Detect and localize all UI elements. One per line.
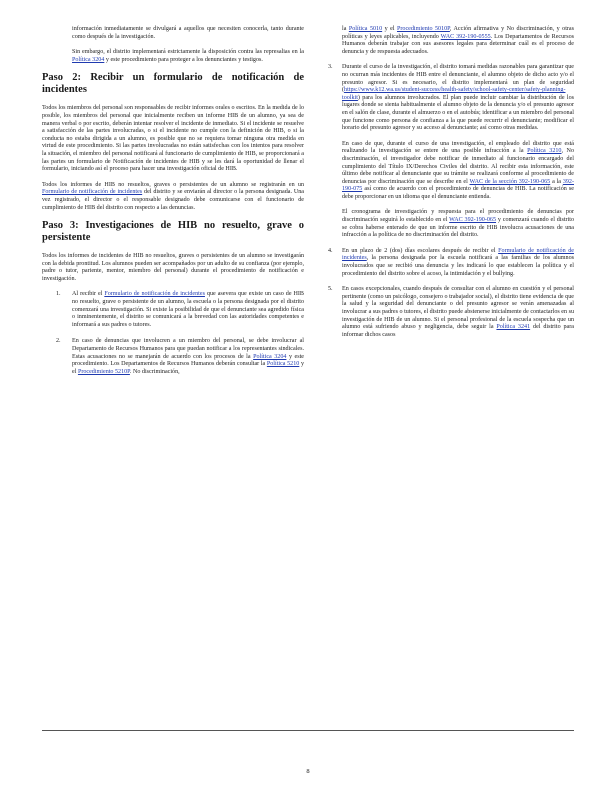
procedimiento-5210p-link[interactable]: Procedimiento 5210P xyxy=(77,368,130,375)
left-column xyxy=(42,26,304,385)
footer-divider xyxy=(42,730,574,731)
incident-form-link[interactable]: Formulario de notificación de incidentes xyxy=(342,247,574,262)
politica-3204-link[interactable]: Política 3204 xyxy=(253,353,287,360)
paso-3-heading: Paso 3: Investigaciones de HIB no resuelto, grave o persistente xyxy=(42,220,304,244)
list-item: 4. En un plazo de 2 (dos) días escolares después de recibir el Formulario de notificación de incidentes, la persona designada por la escuela notificará a las familias de los alumnos involucrados que se recibió una denuncia y les indicará lo que establecen la política y el procedimiento del distrito sobre el acoso, la intimidación y el bullying. xyxy=(328,247,574,277)
politica-3204-link[interactable]: Política 3204 xyxy=(72,56,105,63)
item-3-paragraph-1: Durante el curso de la investigación, el distrito tomará medidas razonables para garantizar que no ocurran más incidentes de HIB entre el denunciante, el alumno objeto de dicho acto y/o el presunto agresor. Si es necesario, el distrito implementará un plan de seguridad (https://www.k12.wa.us/student-success/health-safety/school-safety-center/safety-planning-toolkit) para los alumnos involucrados. El plan puede incluir cambiar la distribución de los lugares donde se sienta habitualmente el alumno objeto de la denuncia y/o el presunto agresor en el salón de clase, durante el almuerzo o en el autobús; identificar a un miembro del personal que funcione como persona de confianza a la que puede recurrir el denunciante; modificar el horario del presunto agresor y su acceso al denunciante; así como otras medidas. xyxy=(342,64,574,132)
page-number: 8 xyxy=(306,768,310,775)
list-item: 5. En casos excepcionales, cuando después de consultar con el alumno en cuestión y el personal pertinente (como un psicólogo, consejero o trabajador social), el distrito tiene evidencia de que la salud y la seguridad del denunciante o del presunto agresor se verán amenazadas al involucrar a sus padres o tutores, el distrito puede abstenerse inicialmente de contactarlos en su investigación de HIB de un alumno. Si el personal profesional de la escuela sospecha que un alumno está sufriendo abuso y negligencia, debe seguir la Política 3241 del distrito para informar dichos casos xyxy=(328,286,574,338)
wac-link[interactable]: 392-190-075 xyxy=(342,178,574,193)
paso-3-list xyxy=(42,291,304,376)
incident-form-link[interactable]: Formulario de notificación de incidentes xyxy=(42,189,143,196)
wac-link[interactable]: WAC de la sección 392-190-065 xyxy=(469,178,551,185)
politica-3210-link[interactable]: Política 3210 xyxy=(527,148,562,155)
item-3-paragraph-2: En caso de que, durante el curso de una investigación, el empleado del distrito que está realizando la investigación se entere de una posible infracción a la Política 3210, No discriminación, el investigador debe notificar de inmediato al funcionario encargado del cumplimiento del Título IX/Derechos Civiles del distrito. Al recibir esta información, este último debe notificar al denunciante que su trámite se realizará conforme al procedimiento de denuncias por discriminación que se describe en el WAC de la sección 392-190-065 a la 392-190-075 así como de acuerdo con el procedimiento de denuncias de HIB. La notificación se debe proporcionar en un idioma que el denunciante entienda. xyxy=(342,140,574,200)
item-3-paragraph-3: El cronograma de investigación y respuesta para el procedimiento de denuncias por discriminación seguirá lo establecido en el WAC 392-190-065 y comenzará cuando el distrito se cobra haberse enterado de que un informe escrito de HIB involucra acusaciones de una infracción a la política de no discriminación del distrito. xyxy=(342,209,575,239)
paso-2-heading: Paso 2: Recibir un formulario de notificación de incidentes xyxy=(42,72,304,96)
procedimiento-5010p-link[interactable]: Procedimiento 5010P xyxy=(396,26,450,32)
paso-3-intro: Todos los informes de incidentes de HIB no resueltos, graves o persistentes de un alumno se investigarán con la debida prontitud. Los alumnos pueden ser acompañados por un adulto de su confianza (por ejemplo, padre o tutor, pariente, mentor, miembro del personal) durante el procedimiento de notificación e investigación. xyxy=(42,253,304,282)
intro-paragraph-2: Sin embargo, el distrito implementará estrictamente la disposición contra las represalias en la Política 3204 y este procedimiento para proteger a los denunciantes y testigos. xyxy=(72,49,304,63)
politica-3241-link[interactable]: Política 3241 xyxy=(496,324,531,331)
safety-toolkit-link[interactable]: https://www.k12.wa.us/student-success/health-safety/school-safety-center/safety-planning-toolkit xyxy=(342,87,566,101)
incident-form-link[interactable]: Formulario de notificación de incidentes xyxy=(104,291,205,298)
wac-link[interactable]: WAC 392-190-0555 xyxy=(440,33,491,40)
intro-paragraph-1: información inmediatamente se divulgará a aquellos que necesiten conocerla, tanto durante como después de la investigación. xyxy=(72,26,304,40)
right-column xyxy=(328,26,574,339)
list-item: 2. En caso de denuncias que involucren a un miembro del personal, se debe involucrar al Departamento de Recursos Humanos para que puedan notificar a los representantes sindicales. Estas acusaciones no se manejarán de acuerdo con los procesos de la Política 3204 y este procedimiento. Los Departamentos de Recursos Humanos deberán consultar la Política 5210 y el Procedimiento 5210P. No discriminación, xyxy=(56,338,304,375)
continuation-paragraph: la Política 5010 y el Procedimiento 5010P, Acción afirmativa y No discriminación, y otras políticas y leyes aplicables, incluyendo WAC 392-190-0555. Los Departamentos de Recursos Humanos deberán trabajar con sus asesores legales para determinar cuál es el proceso de denuncia y de respuesta adecuados. xyxy=(342,26,575,55)
paso-2-paragraph-1: Todos los miembros del personal son responsables de recibir informes orales o escritos. En la medida de lo posible, los miembros del personal que inicialmente reciben un informe HIB de un alumno, ya sea de manera verbal o por escrito, deberán intentar resolver el incidente de inmediato. Si el incidente se resuelve a satisfacción de las partes involucradas, o si el incidente no cumple con la definición de HIB, o si la conducta no estaba dirigida a un alumno, es posible que no se requiera tomar ninguna otra medida en virtud de este procedimiento. Si las partes involucradas no están satisfechas con los intentos para resolver la situación, el miembro del personal notificará al funcionario de cumplimiento de HIB, se proporcionará a las partes un formulario de Notificación de incidentes de HIB y se les dará la oportunidad de llenar el formulario, iniciando así el proceso para hacer una investigación oficial de HIB. xyxy=(42,105,304,173)
list-item: 3. Durante el curso de la investigación, el distrito tomará medidas razonables para garantizar que no ocurran más incidentes de HIB entre el denunciante, el alumno objeto de dicho acto y/o el presunto agresor. Si es necesario, el distrito implementará un plan de seguridad (https://www.k12.wa.us/student-success/health-safety/school-safety-center/safety-planning-toolkit) para los alumnos involucrados. El plan puede incluir cambiar la distribución de los lugares donde se sienta habitualmente el alumno objeto de la denuncia y/o el presunto agresor en el salón de clase, durante el almuerzo o en el autobús; identificar a un miembro del personal que funcione como persona de confianza a la que puede recurrir el denunciante; modificar el horario del presunto agresor y su acceso al denunciante; así como otras medidas. En caso de que, durante el curso de una investigación, el empleado del distrito que está realizando la investigación se entere de una posible infracción a la Política 3210, No discriminación, el investigador debe notificar de inmediato al funcionario encargado del cumplimiento del Título IX/Derechos Civiles del distrito. Al recibir esta información, este último debe notificar al denunciante que su trámite se realizará conforme al procedimiento de denuncias por discriminación que se describe en el WAC de la sección 392-190-065 a la 392-190-075 así como de acuerdo con el procedimiento de denuncias de HIB. La notificación se debe proporcionar en un idioma que el denunciante entienda. El cronograma de investigación y respuesta para el procedimiento de denuncias por discriminación seguirá lo establecido en el WAC 392-190-065 y comenzará cuando el distrito se cobra haberse enterado de que un informe escrito de HIB involucra acusaciones de una infracción a la política de no discriminación del distrito. xyxy=(328,64,575,239)
paso-2-paragraph-2: Todos los informes de HIB no resueltos, graves o persistentes de un alumno se registrarán en un Formulario de notificación de incidentes del distrito y se enviarán al director o la persona designada. Una vez registrado, el director o el responsable designado debe comunicarse con el funcionario de cumplimiento de HIB del distrito con respecto a las denuncias. xyxy=(42,181,304,211)
politica-5010-link[interactable]: Política 5010 xyxy=(348,26,383,32)
list-item: 1. Al recibir el Formulario de notificación de incidentes que asevera que existe un caso de HIB no resuelto, grave o persistente de un alumno, la escuela o la persona designada por el distrito comenzará una investigación. Si existe la posibilidad de que el denunciante sea agredido física o inminentemente, el distrito se comunicará a la brevedad con las autoridades competentes e informará a sus padres o tutores. xyxy=(56,291,304,328)
wac-link[interactable]: WAC 392-190-065 xyxy=(449,217,497,224)
politica-5210-link[interactable]: Política 5210 xyxy=(266,361,300,368)
